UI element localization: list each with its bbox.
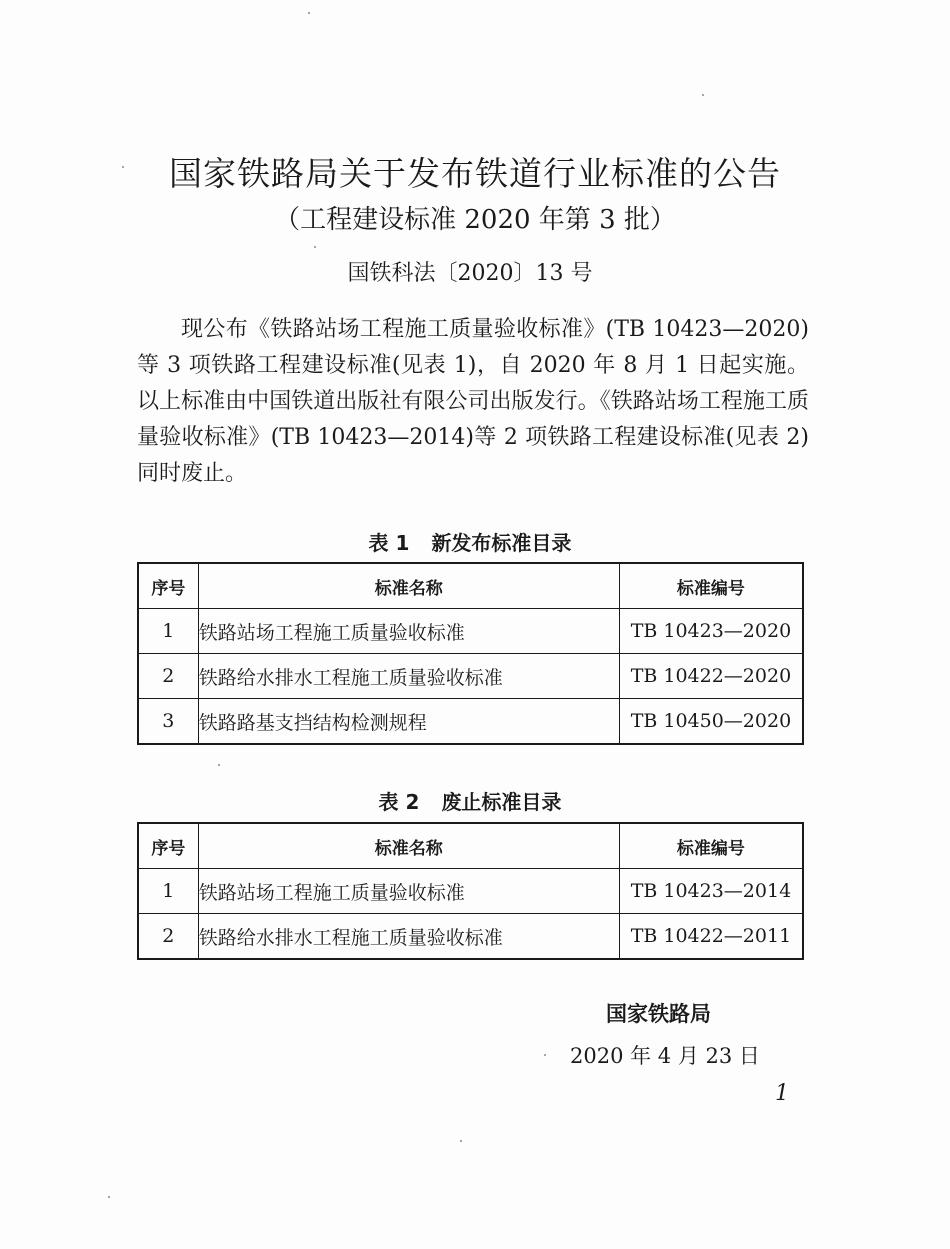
table-row [138, 914, 803, 960]
table-row [138, 654, 803, 699]
table2-caption [0, 787, 940, 817]
table-row [138, 609, 803, 654]
scan-speck [108, 1196, 110, 1198]
row-code: TB 10422—2020 [619, 654, 803, 699]
row-name: 铁路路基支挡结构检测规程 [198, 699, 619, 745]
header-name: 标准名称 [198, 563, 619, 609]
row-no: 2 [138, 914, 198, 960]
row-name: 铁路给水排水工程施工质量验收标准 [198, 654, 619, 699]
header-code: 标准编号 [619, 563, 803, 609]
row-code: TB 10423—2014 [619, 869, 803, 914]
scan-speck [218, 764, 220, 766]
scan-speck [314, 246, 316, 248]
scan-speck [308, 12, 310, 14]
scan-speck [122, 166, 124, 168]
signing-organization: 国家铁路局 [606, 1002, 711, 1026]
row-code: TB 10423—2020 [619, 609, 803, 654]
header-name: 标准名称 [198, 823, 619, 869]
announcement-body: 现公布《铁路站场工程施工质量验收标准》(TB 10423—2020)等 3 项铁路工程建设标准(见表 1)，自 2020 年 8 月 1 日起实施。以上标准由中国铁道出版社有限公司出版发行。《铁路站场工程施工质量验收标准》(TB 10423—2014)等 2 项铁路工程建设标准(见表 2)同时废止。 [137, 317, 809, 486]
scan-speck [460, 1140, 462, 1142]
row-name: 铁路站场工程施工质量验收标准 [198, 869, 619, 914]
table-row [138, 869, 803, 914]
document-title: 国家铁路局关于发布铁道行业标准的公告 [169, 154, 781, 193]
table2-caption-title: 废止标准目录 [441, 790, 562, 814]
scan-speck [544, 1054, 546, 1056]
row-no: 3 [138, 699, 198, 745]
table1-caption-label: 表 1 [368, 531, 410, 555]
row-no: 2 [138, 654, 198, 699]
table-header-row [138, 563, 803, 609]
page-number: 1 [775, 1081, 789, 1106]
row-code: TB 10422—2011 [619, 914, 803, 960]
table-row [138, 699, 803, 745]
row-code: TB 10450—2020 [619, 699, 803, 745]
table1-caption [0, 528, 940, 558]
new-standards-table [137, 562, 804, 745]
header-no: 序号 [138, 823, 198, 869]
table1-caption-title: 新发布标准目录 [431, 531, 572, 555]
row-no: 1 [138, 609, 198, 654]
row-name: 铁路站场工程施工质量验收标准 [198, 609, 619, 654]
row-name: 铁路给水排水工程施工质量验收标准 [198, 914, 619, 960]
table-header-row [138, 823, 803, 869]
row-no: 1 [138, 869, 198, 914]
header-no: 序号 [138, 563, 198, 609]
abolished-standards-table [137, 822, 804, 960]
signing-date: 2020 年 4 月 23 日 [570, 1044, 760, 1068]
table2-caption-label: 表 2 [378, 790, 420, 814]
scan-speck [702, 94, 704, 96]
document-subtitle: （工程建设标准 2020 年第 3 批） [274, 205, 676, 235]
document-number: 国铁科法〔2020〕13 号 [347, 261, 593, 286]
header-code: 标准编号 [619, 823, 803, 869]
